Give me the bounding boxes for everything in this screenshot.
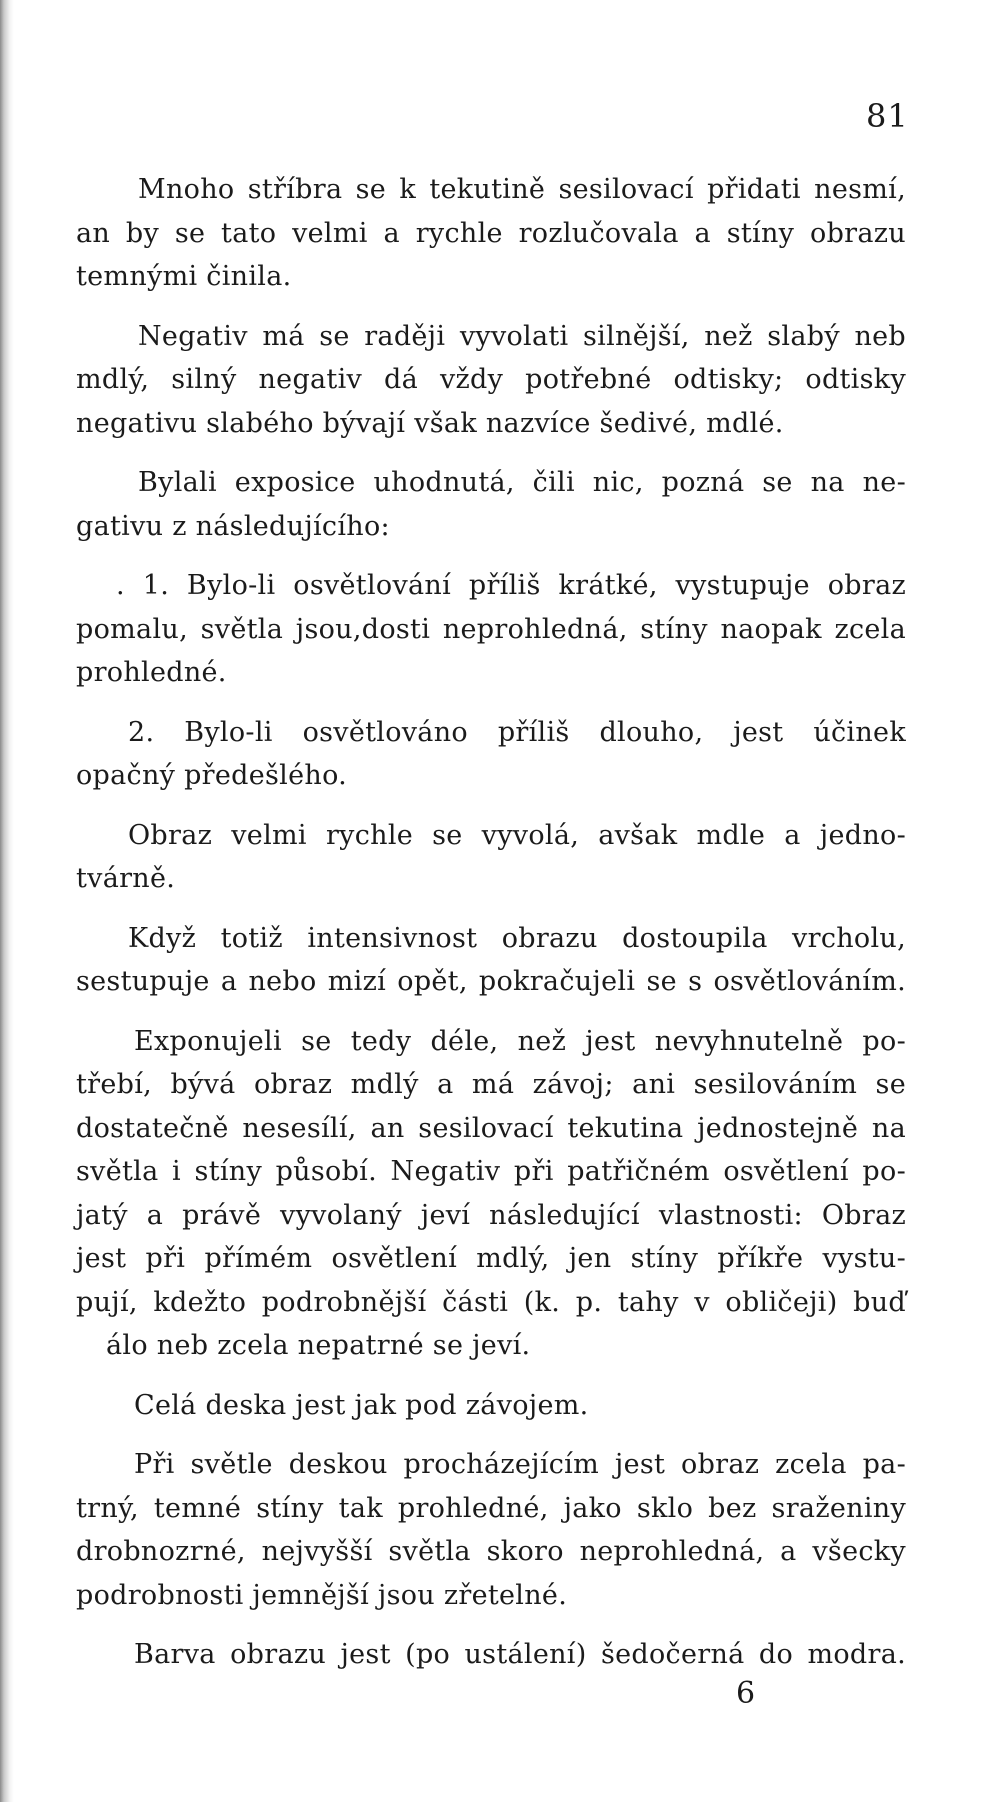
paragraph (76, 1020, 906, 1368)
text-line: tvárně. (76, 863, 176, 894)
text-line: mdlý, silný negativ dá vždy potřebné odtisky; odtisky (76, 364, 906, 395)
paragraph (76, 1384, 906, 1428)
signature-mark: 6 (736, 1676, 756, 1711)
text-line: . 1. Bylo-li osvětlování příliš krátké, vystupuje obraz (116, 570, 906, 601)
text-line: an by se tato velmi a rychle rozlučovala a stíny obrazu (76, 217, 906, 249)
page-number: 81 (866, 97, 909, 135)
numbered-item (76, 711, 906, 798)
text-line: jest při přímém osvětlení mdlý, jen stíny příkře vystu- (76, 1243, 906, 1274)
text-line: negativu slabého bývají však nazvíce šedivé, mdlé. (76, 407, 784, 439)
text-line: světla i stíny působí. Negativ při patřičném osvětlení po- (76, 1156, 906, 1187)
paragraph (76, 168, 906, 299)
text-line: drobnozrné, nejvyšší světla skoro neprohledná, a všecky (76, 1536, 906, 1567)
paragraph (76, 461, 906, 548)
text-line: Negativ má se raději vyvolati silnější, než slabý neb (138, 320, 906, 352)
text-line: Mnoho stříbra se k tekutině sesilovací přidati nesmí, (138, 174, 906, 205)
text-line: pomalu, světla jsou,dosti neprohledná, stíny naopak zcela (76, 613, 906, 645)
text-line: Celá deska jest jak pod závojem. (134, 1389, 589, 1421)
paragraph (76, 315, 906, 446)
page-binding-edge (0, 0, 14, 1802)
text-line: třebí, bývá obraz mdlý a má závoj; ani sesilováním se (76, 1069, 906, 1100)
paragraph (76, 917, 906, 1004)
text-line: prohledné. (76, 657, 227, 688)
text-line: gativu z následujícího: (76, 510, 390, 542)
text-line: Bylali exposice uhodnutá, čili nic, pozná se na ne- (138, 467, 906, 498)
text-line: jatý a právě vyvolaný jeví následující vlastnosti: Obraz (76, 1199, 906, 1231)
paragraph (76, 814, 906, 901)
text-line: temnými činila. (76, 261, 292, 292)
text-line: dostatečně nesesílí, an sesilovací tekutina jednostejně na (76, 1112, 906, 1144)
text-line: álo neb zcela nepatrné se jeví. (106, 1330, 531, 1361)
paragraph (76, 1443, 906, 1617)
text-line: Při světle deskou procházejícím jest obraz zcela pa- (134, 1449, 906, 1480)
text-line: Když totiž intensivnost obrazu dostoupila vrcholu, (128, 922, 906, 954)
text-line: pují, kdežto podrobnější části (k. p. tahy v obličeji) buď (76, 1286, 906, 1318)
text-line: podrobnosti jemnější jsou zřetelné. (76, 1579, 568, 1611)
body-text (76, 168, 906, 1677)
text-line: Barva obrazu jest (po ustálení) šedočerná do modra. (134, 1639, 906, 1670)
paragraph (76, 1633, 906, 1677)
text-line: sestupuje a nebo mizí opět, pokračujeli se s osvětlováním. (76, 966, 906, 997)
text-line: opačný předešlého. (76, 760, 348, 791)
text-line: Obraz velmi rychle se vyvolá, avšak mdle a jedno- (128, 819, 906, 851)
numbered-item (76, 564, 906, 695)
text-line: 2. Bylo-li osvětlováno příliš dlouho, jest účinek (128, 716, 906, 748)
text-line: trný, temné stíny tak prohledné, jako sklo bez sraženiny (76, 1492, 906, 1524)
text-line: Exponujeli se tedy déle, než jest nevyhnutelně po- (134, 1025, 906, 1057)
